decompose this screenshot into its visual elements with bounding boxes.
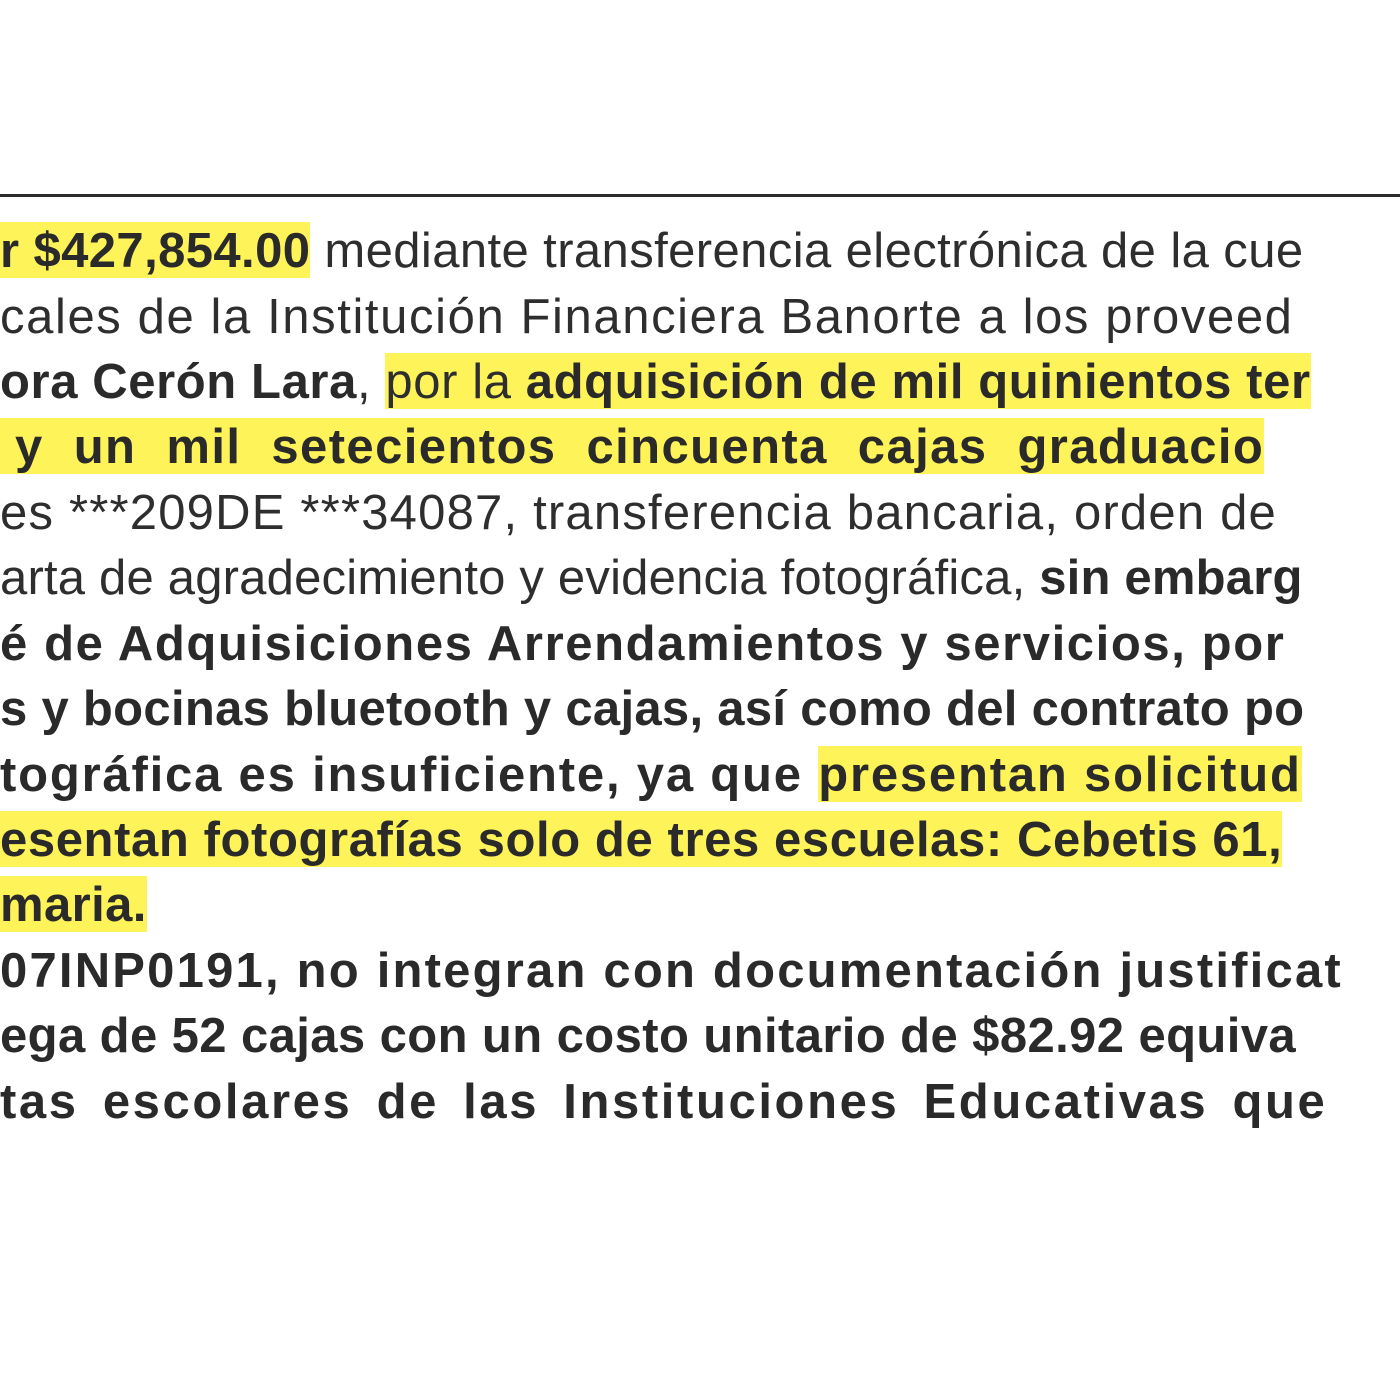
text-line-5 (0, 484, 1277, 542)
line-2-segment-1: cales de la Institución Financiera Banorte a los proveed (0, 290, 1294, 344)
line-3-segment-1: ora Cerón Lara (0, 355, 357, 409)
text-line-7 (0, 615, 1285, 673)
line-1-segment-2: mediante transferencia electrónica de la cue (310, 224, 1304, 278)
line-4-segment-1: y un mil setecientos cincuenta cajas graduacio (0, 420, 1265, 474)
line-9-segment-1: tográfica es insuficiente, ya que (0, 748, 819, 802)
line-11-segment-1: maria. (0, 878, 147, 932)
line-5-segment-1: es ***209DE ***34087, transferencia bancaria, orden de (0, 486, 1277, 540)
line-13-segment-1: ega de 52 cajas con un costo unitario de $82.92 equiva (0, 1009, 1297, 1063)
line-9-segment-2: presentan solicitud (818, 748, 1302, 802)
text-line-8 (0, 680, 1304, 738)
text-line-6 (0, 549, 1303, 607)
line-3-segment-2: , (356, 355, 386, 409)
text-line-12 (0, 942, 1343, 1000)
text-line-2 (0, 288, 1294, 346)
text-line-4 (0, 418, 1264, 476)
line-3-segment-3: por la (385, 355, 526, 409)
line-12-segment-1: 07INP0191, no integran con documentación justificat (0, 944, 1343, 998)
text-line-1 (0, 222, 1304, 280)
text-line-14 (0, 1073, 1327, 1131)
line-6-segment-2: sin embarg (1039, 551, 1303, 605)
line-7-segment-1: é de Adquisiciones Arrendamientos y servicios, por (0, 617, 1286, 671)
text-line-11 (0, 876, 147, 934)
top-rule (0, 194, 1400, 197)
line-14-segment-1: tas escolares de las Instituciones Educativas que (0, 1075, 1328, 1129)
line-8-segment-1: s y bocinas bluetooth y cajas, así como del contrato po (0, 682, 1305, 736)
line-10-segment-1: esentan fotografías solo de tres escuelas: Cebetis 61, (0, 813, 1283, 867)
text-line-10 (0, 811, 1282, 869)
text-line-9 (0, 746, 1302, 804)
text-line-13 (0, 1007, 1296, 1065)
line-1-segment-1: r $427,854.00 (0, 224, 311, 278)
text-line-3 (0, 353, 1311, 411)
line-3-segment-4: adquisición de mil quinientos ter (525, 355, 1311, 409)
line-6-segment-1: arta de agradecimiento y evidencia fotográfica, (0, 551, 1040, 605)
